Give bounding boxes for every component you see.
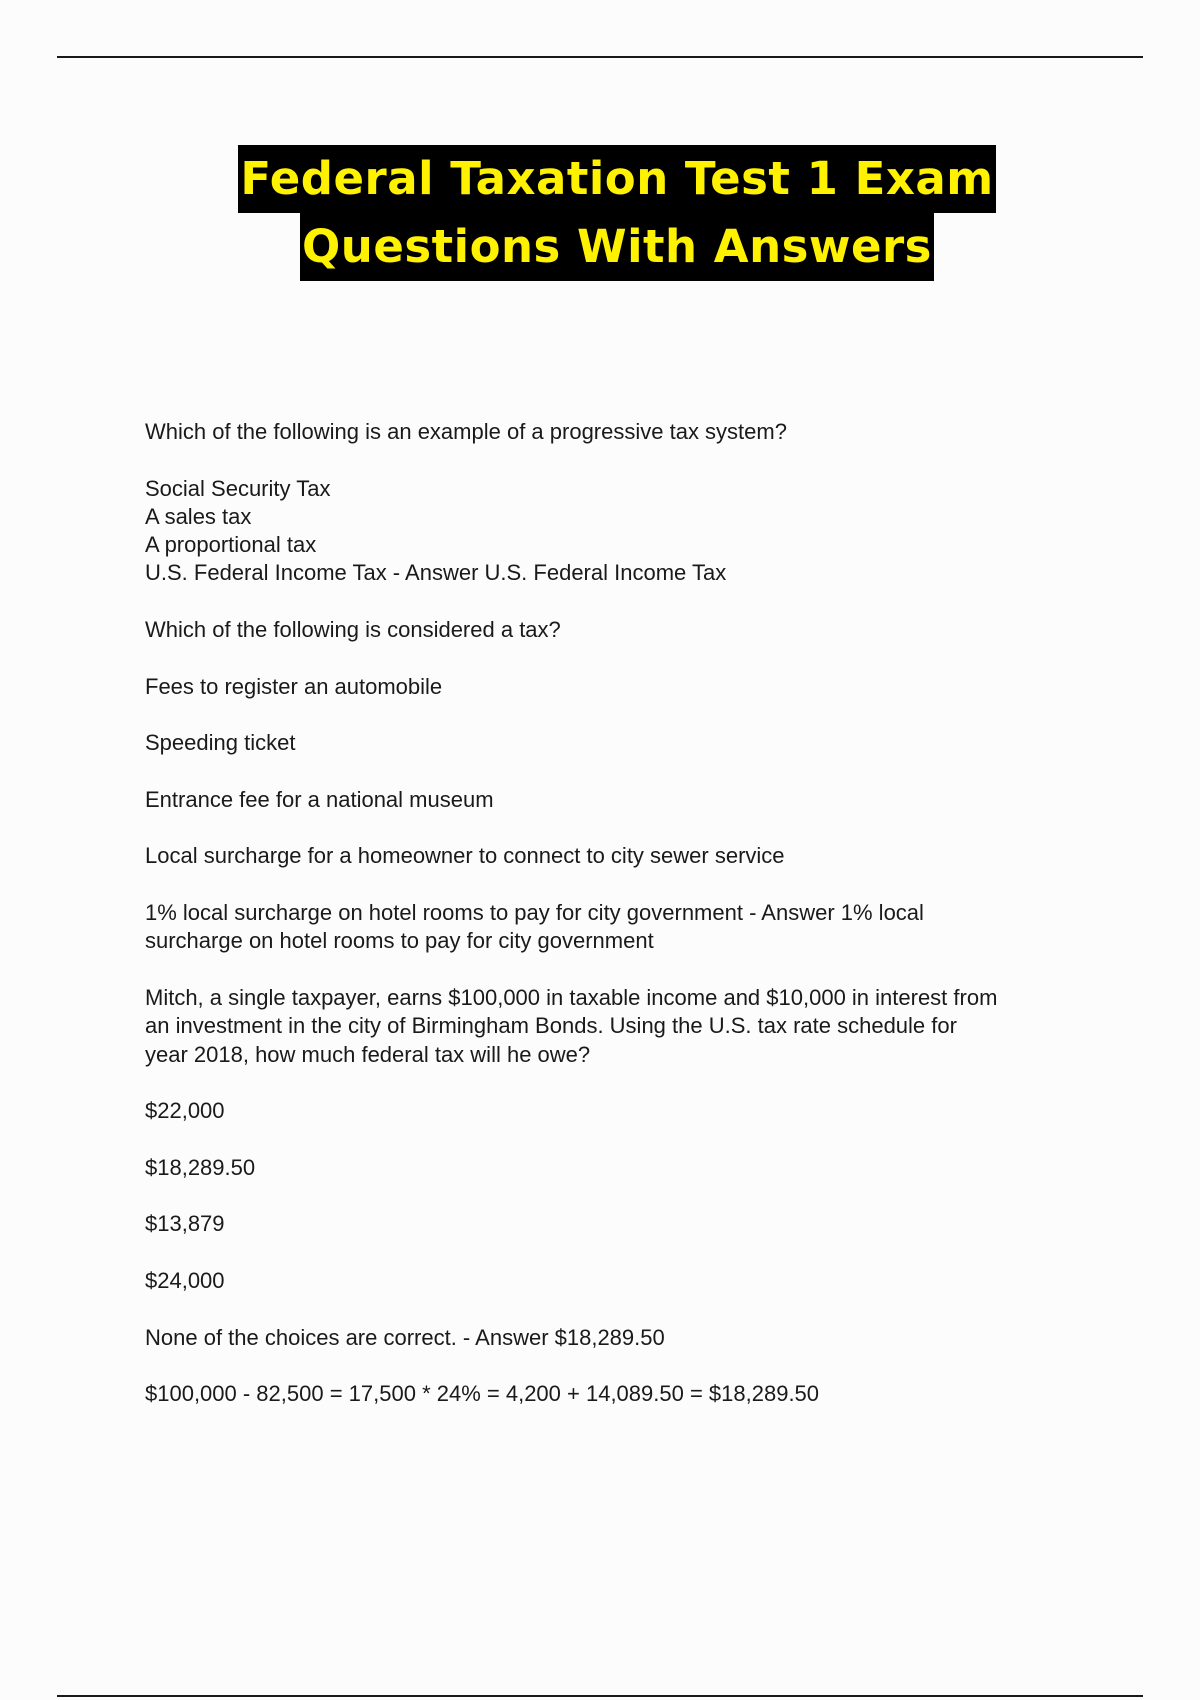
option: $13,879 xyxy=(145,1211,225,1237)
question-1: Which of the following is an example of a progressive tax system? xyxy=(145,419,787,444)
option: Local surcharge for a homeowner to connect to city sewer service xyxy=(145,843,785,869)
question-line: an investment in the city of Birmingham Bonds. Using the U.S. tax rate schedule for xyxy=(145,1013,957,1039)
option: A proportional tax xyxy=(145,532,317,558)
option: A sales tax xyxy=(145,503,252,529)
explanation: $100,000 - 82,500 = 17,500 * 24% = 4,200 + 14,089.50 = $18,289.50 xyxy=(145,1381,820,1407)
document-title xyxy=(0,145,1200,281)
option-with-answer xyxy=(145,899,1095,956)
question-1-options xyxy=(145,475,1095,588)
question-3 xyxy=(145,984,1095,1069)
bottom-rule xyxy=(57,1695,1143,1697)
option: $24,000 xyxy=(145,1267,225,1293)
answer-line: surcharge on hotel rooms to pay for city government xyxy=(145,928,654,954)
option: Entrance fee for a national museum xyxy=(145,786,494,812)
option: Social Security Tax xyxy=(145,475,331,501)
option: Fees to register an automobile xyxy=(145,673,443,699)
option: $18,289.50 xyxy=(145,1154,256,1180)
question-2: Which of the following is considered a tax? xyxy=(145,617,561,643)
answer-line: 1% local surcharge on hotel rooms to pay for city government - Answer 1% local xyxy=(145,900,924,926)
title-line-1: Federal Taxation Test 1 Exam xyxy=(238,145,995,213)
option: $22,000 xyxy=(145,1098,225,1124)
title-line-2: Questions With Answers xyxy=(300,213,934,281)
question-line: Mitch, a single taxpayer, earns $100,000 in taxable income and $10,000 in interest from xyxy=(145,984,998,1010)
document-body xyxy=(145,418,1095,1437)
option: Speeding ticket xyxy=(145,730,296,756)
top-rule xyxy=(57,56,1143,58)
option-with-answer: None of the choices are correct. - Answer $18,289.50 xyxy=(145,1324,665,1350)
question-line: year 2018, how much federal tax will he owe? xyxy=(145,1041,591,1067)
option-with-answer: U.S. Federal Income Tax - Answer U.S. Federal Income Tax xyxy=(145,560,727,586)
